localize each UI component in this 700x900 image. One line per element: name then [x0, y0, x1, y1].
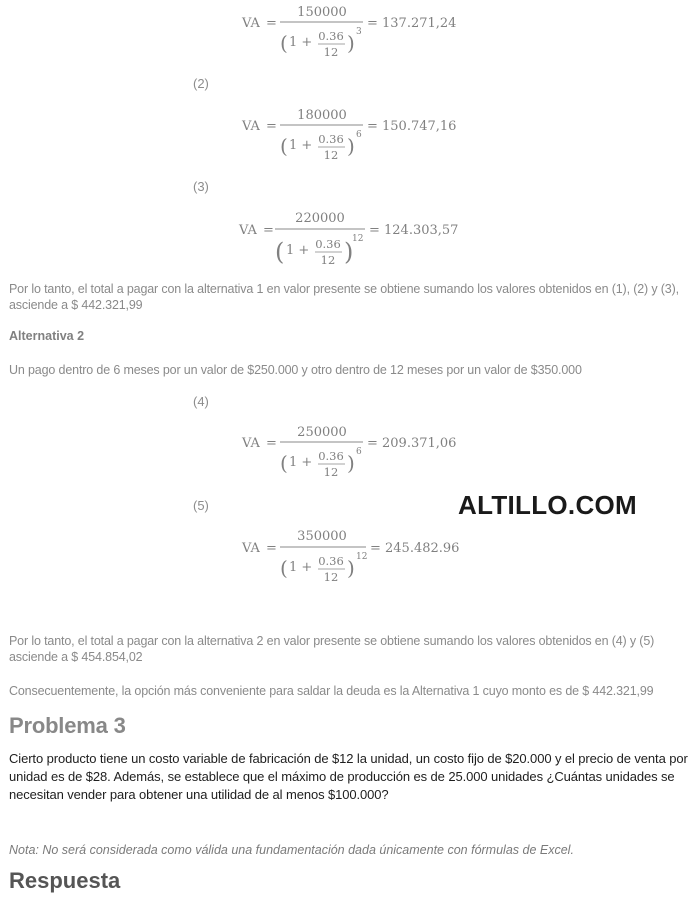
eq-result: 124.303,57 [384, 223, 459, 238]
eq-one-plus: 1 + [289, 138, 313, 153]
eq-one-plus: 1 + [286, 243, 310, 258]
problema-3-statement: Cierto producto tiene un costo variable de fabricación de $12 la unidad, un costo fijo de $20.000 y el precio de venta por unidad es de $28. Además, se establece que el máximo de producción es de 25.000 unidades ¿Cuántas unidades se necesitan vender para obtener una utilidad de al menos $100.000? [9, 751, 688, 802]
equation-label-3: (3) [193, 179, 209, 194]
eq-lhs: VA [239, 223, 257, 238]
equation-5 [236, 523, 486, 587]
eq-numerator: 250000 [297, 425, 347, 440]
equation-label-2: (2) [193, 76, 209, 91]
eq-lhs: VA [242, 436, 260, 451]
eq-result: 245.482.96 [385, 541, 460, 556]
eq-rate-den: 12 [323, 570, 339, 584]
paragraph-conclusion: Consecuentemente, la opción más conveniente para saldar la deuda es la Alternativa 1 cuyo monto es de $ 442.321,99 [9, 684, 654, 698]
eq-close-paren: ) [347, 556, 355, 580]
eq-one-plus: 1 + [289, 560, 313, 575]
eq-rate-num: 0.36 [318, 132, 344, 146]
eq-lhs: VA [242, 16, 260, 31]
eq-equals: = [266, 436, 277, 451]
equation-label-5: (5) [193, 498, 209, 513]
eq-exponent: 12 [352, 234, 364, 244]
equation-2 [236, 103, 476, 167]
eq-exponent: 6 [356, 447, 362, 457]
eq-close-paren: ) [347, 451, 355, 475]
eq-rate-den: 12 [320, 253, 336, 267]
eq-equals: = [367, 16, 378, 31]
eq-equals: = [367, 436, 378, 451]
eq-equals: = [370, 541, 381, 556]
respuesta-heading: Respuesta [9, 868, 121, 893]
eq-exponent: 3 [356, 27, 362, 37]
eq-numerator: 350000 [297, 529, 347, 544]
eq-equals: = [263, 223, 274, 238]
eq-equals: = [367, 119, 378, 134]
eq-one-plus: 1 + [289, 455, 313, 470]
eq-lhs: VA [242, 541, 260, 556]
eq-one-plus: 1 + [289, 35, 313, 50]
eq-close-paren: ) [347, 31, 355, 55]
eq-open-paren: ( [275, 238, 285, 266]
eq-rate-num: 0.36 [318, 449, 344, 463]
equation-1 [236, 0, 476, 64]
eq-exponent: 12 [356, 552, 368, 562]
eq-open-paren: ( [280, 451, 288, 475]
eq-close-paren: ) [344, 238, 354, 266]
eq-open-paren: ( [280, 134, 288, 158]
alternativa-2-heading: Alternativa 2 [9, 329, 85, 343]
paragraph-alt2-total: Por lo tanto, el total a pagar con la alternativa 2 en valor presente se obtiene sumando los valores obtenidos en (4) y (5) asciende a $ 454.854,02 [9, 634, 655, 664]
eq-rate-den: 12 [323, 465, 339, 479]
eq-result: 150.747,16 [382, 119, 457, 134]
eq-close-paren: ) [347, 134, 355, 158]
eq-lhs: VA [242, 119, 260, 134]
nota-excel: Nota: No será considerada como válida una fundamentación dada únicamente con fórmulas de Excel. [9, 843, 574, 857]
eq-numerator: 180000 [297, 108, 347, 123]
eq-open-paren: ( [280, 31, 288, 55]
equation-4 [236, 420, 476, 484]
eq-rate-num: 0.36 [318, 29, 344, 43]
eq-equals: = [266, 16, 277, 31]
eq-equals: = [266, 119, 277, 134]
eq-rate-den: 12 [323, 45, 339, 59]
eq-rate-den: 12 [323, 148, 339, 162]
eq-exponent: 6 [356, 130, 362, 140]
altillo-watermark: ALTILLO.COM [458, 490, 638, 520]
equation-label-4: (4) [193, 394, 209, 409]
eq-result: 209.371,06 [382, 436, 457, 451]
eq-equals: = [266, 541, 277, 556]
eq-result: 137.271,24 [382, 16, 457, 31]
equation-3 [234, 206, 484, 272]
eq-rate-num: 0.36 [315, 237, 341, 251]
eq-open-paren: ( [280, 556, 288, 580]
eq-numerator: 150000 [297, 5, 347, 20]
alternativa-2-description: Un pago dentro de 6 meses por un valor de $250.000 y otro dentro de 12 meses por un valor de $350.000 [9, 363, 582, 377]
paragraph-alt1-total: Por lo tanto, el total a pagar con la alternativa 1 en valor presente se obtiene sumando los valores obtenidos en (1), (2) y (3), asciende a $ 442.321,99 [9, 282, 679, 312]
eq-equals: = [369, 223, 380, 238]
eq-rate-num: 0.36 [318, 554, 344, 568]
eq-numerator: 220000 [295, 211, 345, 226]
problema-3-heading: Problema 3 [9, 713, 126, 738]
